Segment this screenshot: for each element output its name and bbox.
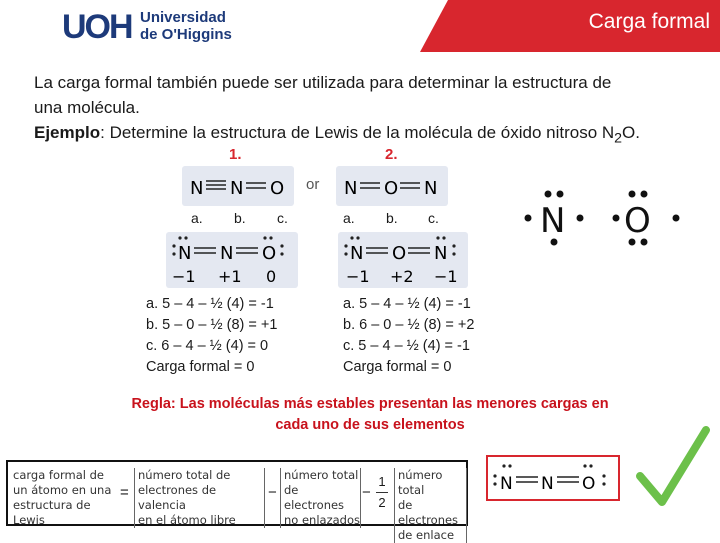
calc-2-line-c: c. 5 – 4 – ½ (4) = -1 (343, 338, 470, 354)
rule-line-2: cada uno de sus elementos (275, 417, 465, 433)
formula-term-formal-charge (13, 468, 121, 528)
calc-2-line-a: a. 5 – 4 – ½ (4) = -1 (343, 296, 471, 312)
intro-line-1: La carga formal también puede ser utilizada para determinar la estructura de (34, 73, 612, 92)
logo-line-1: Universidad (140, 9, 226, 26)
example-line (34, 120, 694, 151)
charge-2a: −1 (346, 267, 370, 286)
slide-title: Carga formal (588, 10, 710, 33)
charge-2b: +2 (390, 267, 414, 286)
calc-1-total: Carga formal = 0 (146, 359, 255, 375)
formula-c2-l1: número total de (138, 468, 231, 482)
calculation-1 (146, 294, 277, 378)
atom-n1: N (350, 243, 364, 264)
formula-c2-l2: electrones de valencia (138, 483, 217, 512)
example-end: O. (622, 123, 640, 142)
charge-2c: −1 (434, 267, 458, 286)
example-label: Ejemplo (34, 123, 101, 142)
logo-line-2: de O'Higgins (140, 26, 232, 43)
option-2-number: 2. (385, 146, 398, 163)
lewis-structure-1-charges (166, 232, 298, 288)
answer-atom-n2: N (541, 474, 554, 494)
lewis-2-top-svg (336, 166, 448, 206)
formal-charge-formula (6, 460, 468, 542)
university-logo-text (140, 9, 232, 43)
calculation-2 (343, 294, 474, 378)
rule-text (110, 394, 630, 436)
formula-c1-l2: un átomo en una (13, 483, 112, 497)
intro-paragraph (34, 70, 694, 151)
intro-line-2: una molécula. (34, 98, 140, 117)
answer-atom-n1: N (500, 474, 513, 494)
formula-c4-l2: de electrones (398, 498, 459, 527)
atom-o: O (392, 243, 407, 264)
formula-c4-l3: de enlace (398, 528, 455, 542)
charge-1a: −1 (172, 267, 196, 286)
answer-structure-box (486, 455, 620, 501)
formula-term-nonbonding (280, 468, 361, 528)
formula-term-bonding (394, 468, 467, 543)
rule-line-1: Regla: Las moléculas más estables presentan las menores cargas en (131, 396, 609, 412)
label-1a: a. (191, 210, 203, 226)
calc-2-total: Carga formal = 0 (343, 359, 452, 375)
lewis-1-top-svg (182, 166, 294, 206)
label-2a: a. (343, 210, 355, 226)
label-2b: b. (386, 210, 398, 226)
atom-n1: N (190, 178, 204, 199)
atom-o: O (384, 178, 399, 199)
atom-o: O (270, 178, 285, 199)
half-denominator: 2 (378, 495, 386, 510)
label-1c: c. (277, 210, 288, 226)
lewis-structure-2-top (336, 166, 448, 206)
check-icon (632, 424, 712, 508)
charge-1c: 0 (266, 267, 277, 286)
formula-term-valence (134, 468, 265, 528)
formula-minus-2: − (362, 484, 371, 501)
atom-n2: N (434, 243, 448, 264)
atom-n2: N (424, 178, 438, 199)
option-1-number: 1. (229, 146, 242, 163)
example-subscript: 2 (614, 130, 623, 147)
formula-c3-l3: no enlazados (284, 513, 360, 527)
formula-minus-1: − (268, 484, 277, 501)
big-atom-o: O (624, 201, 651, 241)
calc-1-line-c: c. 6 – 4 – ½ (4) = 0 (146, 338, 269, 354)
lewis-2-charges-svg (338, 232, 468, 288)
half-numerator: 1 (376, 472, 388, 493)
lewis-structure-1-top (182, 166, 294, 206)
formula-c2-l3: en el átomo libre (138, 513, 236, 527)
big-atom-n: N (540, 201, 566, 241)
atom-n2: N (230, 178, 244, 199)
answer-atom-o: O (582, 474, 596, 494)
atom-n2: N (220, 243, 234, 264)
formula-c4-l1: número total (398, 468, 443, 497)
calc-1-line-b: b. 5 – 0 – ½ (8) = +1 (146, 317, 278, 333)
formula-c1-l3: estructura de Lewis (13, 498, 91, 527)
formula-c3-l2: de electrones (284, 483, 345, 512)
formula-equals: = (120, 484, 129, 501)
formula-c3-l1: número total (284, 468, 359, 482)
university-logo-mark: UOH (62, 8, 132, 46)
calc-1-line-a: a. 5 – 4 – ½ (4) = -1 (146, 296, 274, 312)
atom-n1: N (344, 178, 358, 199)
example-text: : Determine la estructura de Lewis de la molécula de óxido nitroso N (100, 123, 615, 142)
label-2c: c. (428, 210, 439, 226)
formula-c1-l1: carga formal de (13, 468, 104, 482)
answer-structure-svg (488, 457, 618, 499)
formula-one-half (376, 472, 388, 513)
lewis-1-charges-svg (166, 232, 298, 288)
charge-1b: +1 (218, 267, 242, 286)
label-1b: b. (234, 210, 246, 226)
electron-dot-atoms (518, 180, 690, 260)
or-label: or (306, 176, 320, 193)
calc-2-line-b: b. 6 – 0 – ½ (8) = +2 (343, 317, 475, 333)
atom-o: O (262, 243, 277, 264)
atom-n1: N (178, 243, 192, 264)
lewis-structure-2-charges (338, 232, 468, 288)
